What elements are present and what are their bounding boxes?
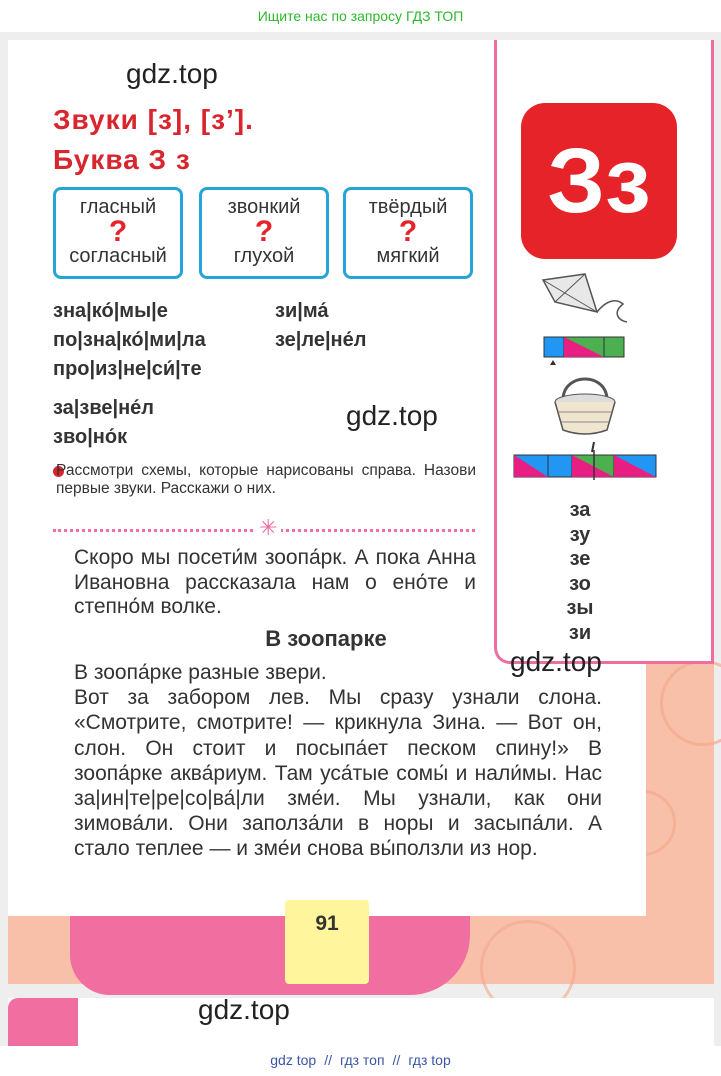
word: зи|ма́: [275, 300, 329, 322]
word-list-left-2: [53, 394, 154, 452]
syllable: за: [569, 499, 591, 521]
letter-card: Зз: [521, 103, 677, 259]
watermark: gdz.top: [198, 994, 290, 1025]
pink-decoration: [70, 915, 470, 995]
word: зе|ле|не́л: [275, 329, 367, 351]
syllable: зи: [568, 621, 592, 644]
word: за|зве|не́л: [53, 397, 154, 419]
word: зво|но́к: [53, 426, 128, 448]
word: про|из|не|си́|те: [53, 358, 202, 380]
property-box-voiced: звонкий ? глухой: [199, 187, 329, 279]
next-page-pink-decoration: [8, 998, 78, 1046]
sound-scheme-kite: [543, 336, 627, 366]
word: по|зна|ко́|ми|ла: [53, 329, 206, 351]
question-mark: ?: [108, 215, 128, 248]
syllable: зу: [569, 523, 591, 546]
word-list-right: [275, 297, 366, 355]
syllable: зо: [569, 572, 591, 595]
footer-link[interactable]: gdz top: [270, 1052, 317, 1068]
syllable-column: [545, 498, 615, 645]
word-list-left: [53, 297, 206, 384]
footer-link[interactable]: гдз top: [408, 1052, 451, 1068]
question-mark: ?: [398, 215, 418, 248]
story-paragraph: Вот за забором лев. Мы сразу узнали слона. «Смотрите, смотрите! — крикнула Зина. — Вот он, слон. Он стоит и посыпа́ет песком спину!» В зоопа́рке аква́риум. Там уса́тые сомы́ и нали́мы. Нас за|ин|те|ре|со|ва́|ли зме́и. Мы узнали, как они зимова́ли. Они заполза́ли в норы и засыпа́ли. А стало теплее — и зме́и снова вы́ползли из нор.: [74, 686, 602, 861]
intro-paragraph: Скоро мы посети́м зоопа́рк. А пока Анна Ивановна рассказала нам о ено́те и степно́м волке.: [74, 546, 476, 618]
kite-picture-icon: [535, 272, 635, 332]
property-box-hard: твёрдый ? мягкий: [343, 187, 473, 279]
page-number: 91: [285, 900, 369, 984]
sound-scheme-basket: [513, 440, 659, 484]
question-mark: ?: [254, 215, 274, 248]
footer-link[interactable]: гдз топ: [339, 1052, 385, 1068]
watermark: gdz.top: [346, 400, 438, 431]
lesson-title: [53, 100, 254, 180]
site-banner[interactable]: Ищите нас по запросу ГДЗ ТОП: [0, 0, 721, 32]
story-text: [74, 660, 602, 862]
basket-picture-icon: [549, 372, 621, 438]
star-ornament-icon: ✳: [255, 517, 281, 539]
task-instruction: Рассмотри схемы, которые нарисованы справа. Назови первые звуки. Расскажи о них.: [56, 462, 476, 497]
word: зна|ко́|мы|е: [53, 300, 168, 322]
next-page-strip: [8, 998, 714, 1046]
title-line-sounds: Звуки [з], [з’].: [53, 104, 254, 135]
title-line-letter: Буква З з: [53, 144, 191, 175]
watermark: gdz.top: [126, 58, 218, 89]
syllable: зе: [569, 548, 591, 570]
story-title: В зоопарке: [265, 626, 387, 651]
property-box-vowel: гласный ? согласный: [53, 187, 183, 279]
syllable: зы: [566, 597, 594, 619]
footer-links: gdz top // гдз топ // гдз top: [0, 1046, 721, 1076]
watermark: gdz.top: [510, 646, 602, 677]
story-paragraph: В зоопа́рке разные звери.: [74, 661, 327, 684]
